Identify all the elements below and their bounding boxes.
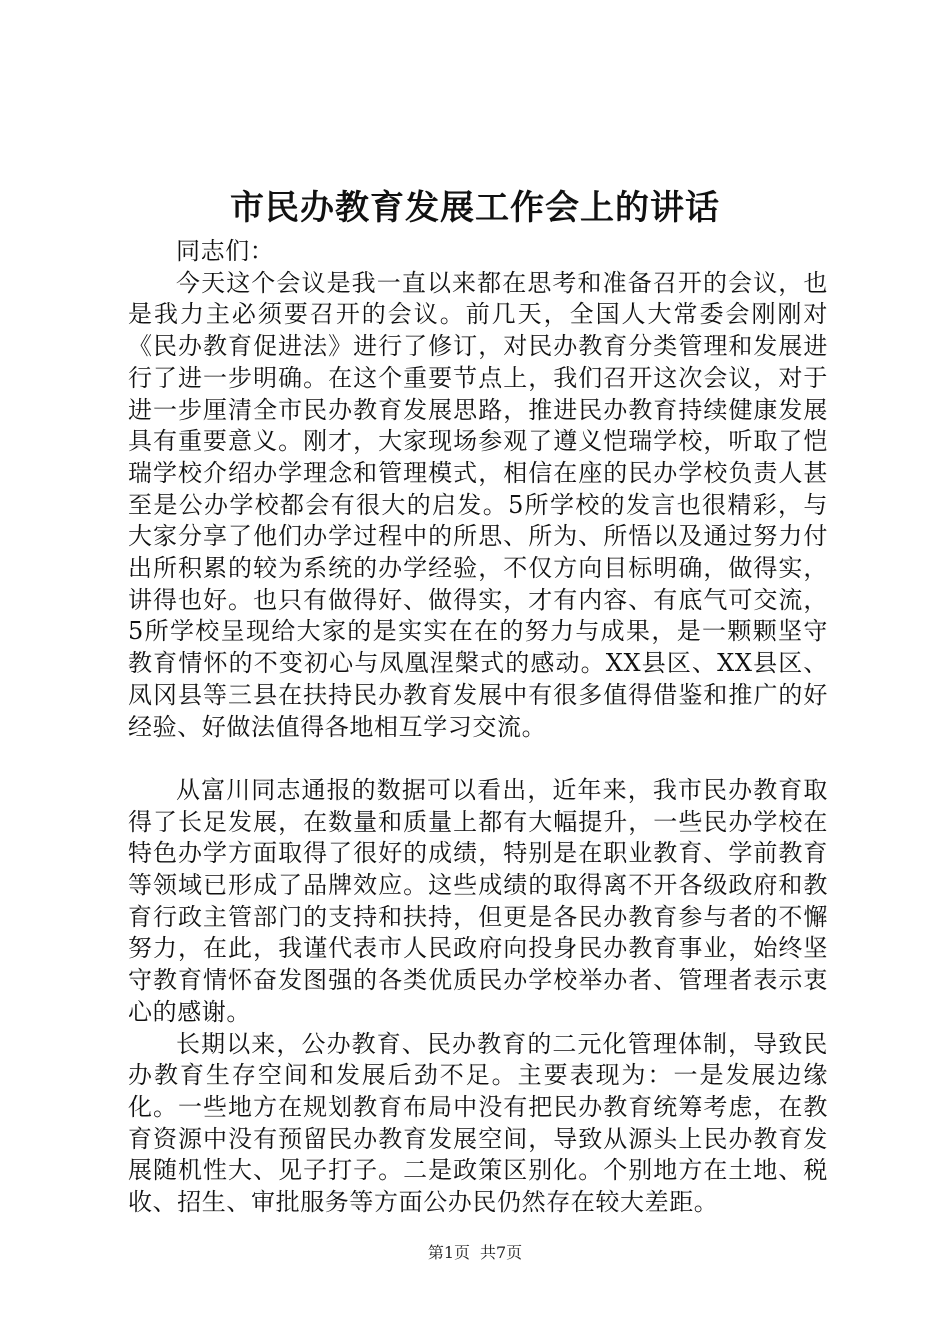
paragraph-3: 长期以来，公办教育、民办教育的二元化管理体制，导致民办教育生存空间和发展后劲不足。主要表现为：一是发展边缘化。一些地方在规划教育布局中没有把民办教育统筹考虑，在教育资源中没有预留民办教育发展空间，导致从源头上民办教育发展随机性大、见子打子。二是政策区别化。个别地方在土地、税收、招生、审批服务等方面公办民仍然存在较大差距。 <box>128 1029 828 1217</box>
paragraph-2: 从富川同志通报的数据可以看出，近年来，我市民办教育取得了长足发展，在数量和质量上都有大幅提升，一些民办学校在特色办学方面取得了很好的成绩，特别是在职业教育、学前教育等领域已形成了品牌效应。这些成绩的取得离不开各级政府和教育行政主管部门的支持和扶持，但更是各民办教育参与者的不懈努力，在此，我谨代表市人民政府向投身民办教育事业，始终坚守教育情怀奋发图强的各类优质民办学校举办者、管理者表示衷心的感谢。 <box>128 775 828 1026</box>
document-body <box>128 236 828 1219</box>
page-footer <box>0 1243 950 1263</box>
greeting-line: 同志们： <box>176 237 275 265</box>
page-number: 第1页 <box>427 1243 470 1262</box>
paragraph-1: 今天这个会议是我一直以来都在思考和准备召开的会议，也是我力主必须要召开的会议。前几天，全国人大常委会刚刚对《民办教育促进法》进行了修订，对民办教育分类管理和发展进行了进一步明确。在这个重要节点上，我们召开这次会议，对于进一步厘清全市民办教育发展思路，推进民办教育持续健康发展具有重要意义。刚才，大家现场参观了遵义恺瑞学校，听取了恺瑞学校介绍办学理念和管理模式，相信在座的民办学校负责人甚至是公办学校都会有很大的启发。5所学校的发言也很精彩，与大家分享了他们办学过程中的所思、所为、所悟以及通过努力付出所积累的较为系统的办学经验，不仅方向目标明确，做得实，讲得也好。也只有做得好、做得实，才有内容、有底气可交流，5所学校呈现给大家的是实实在在的努力与成果，是一颗颗坚守教育情怀的不变初心与凤凰涅槃式的感动。XX县区、XX县区、凤冈县等三县在扶持民办教育发展中有很多值得借鉴和推广的好经验、好做法值得各地相互学习交流。 <box>128 268 828 741</box>
paragraph-gap <box>128 743 828 775</box>
page-total: 共7页 <box>480 1243 523 1262</box>
document-title: 市民办教育发展工作会上的讲话 <box>230 188 720 228</box>
